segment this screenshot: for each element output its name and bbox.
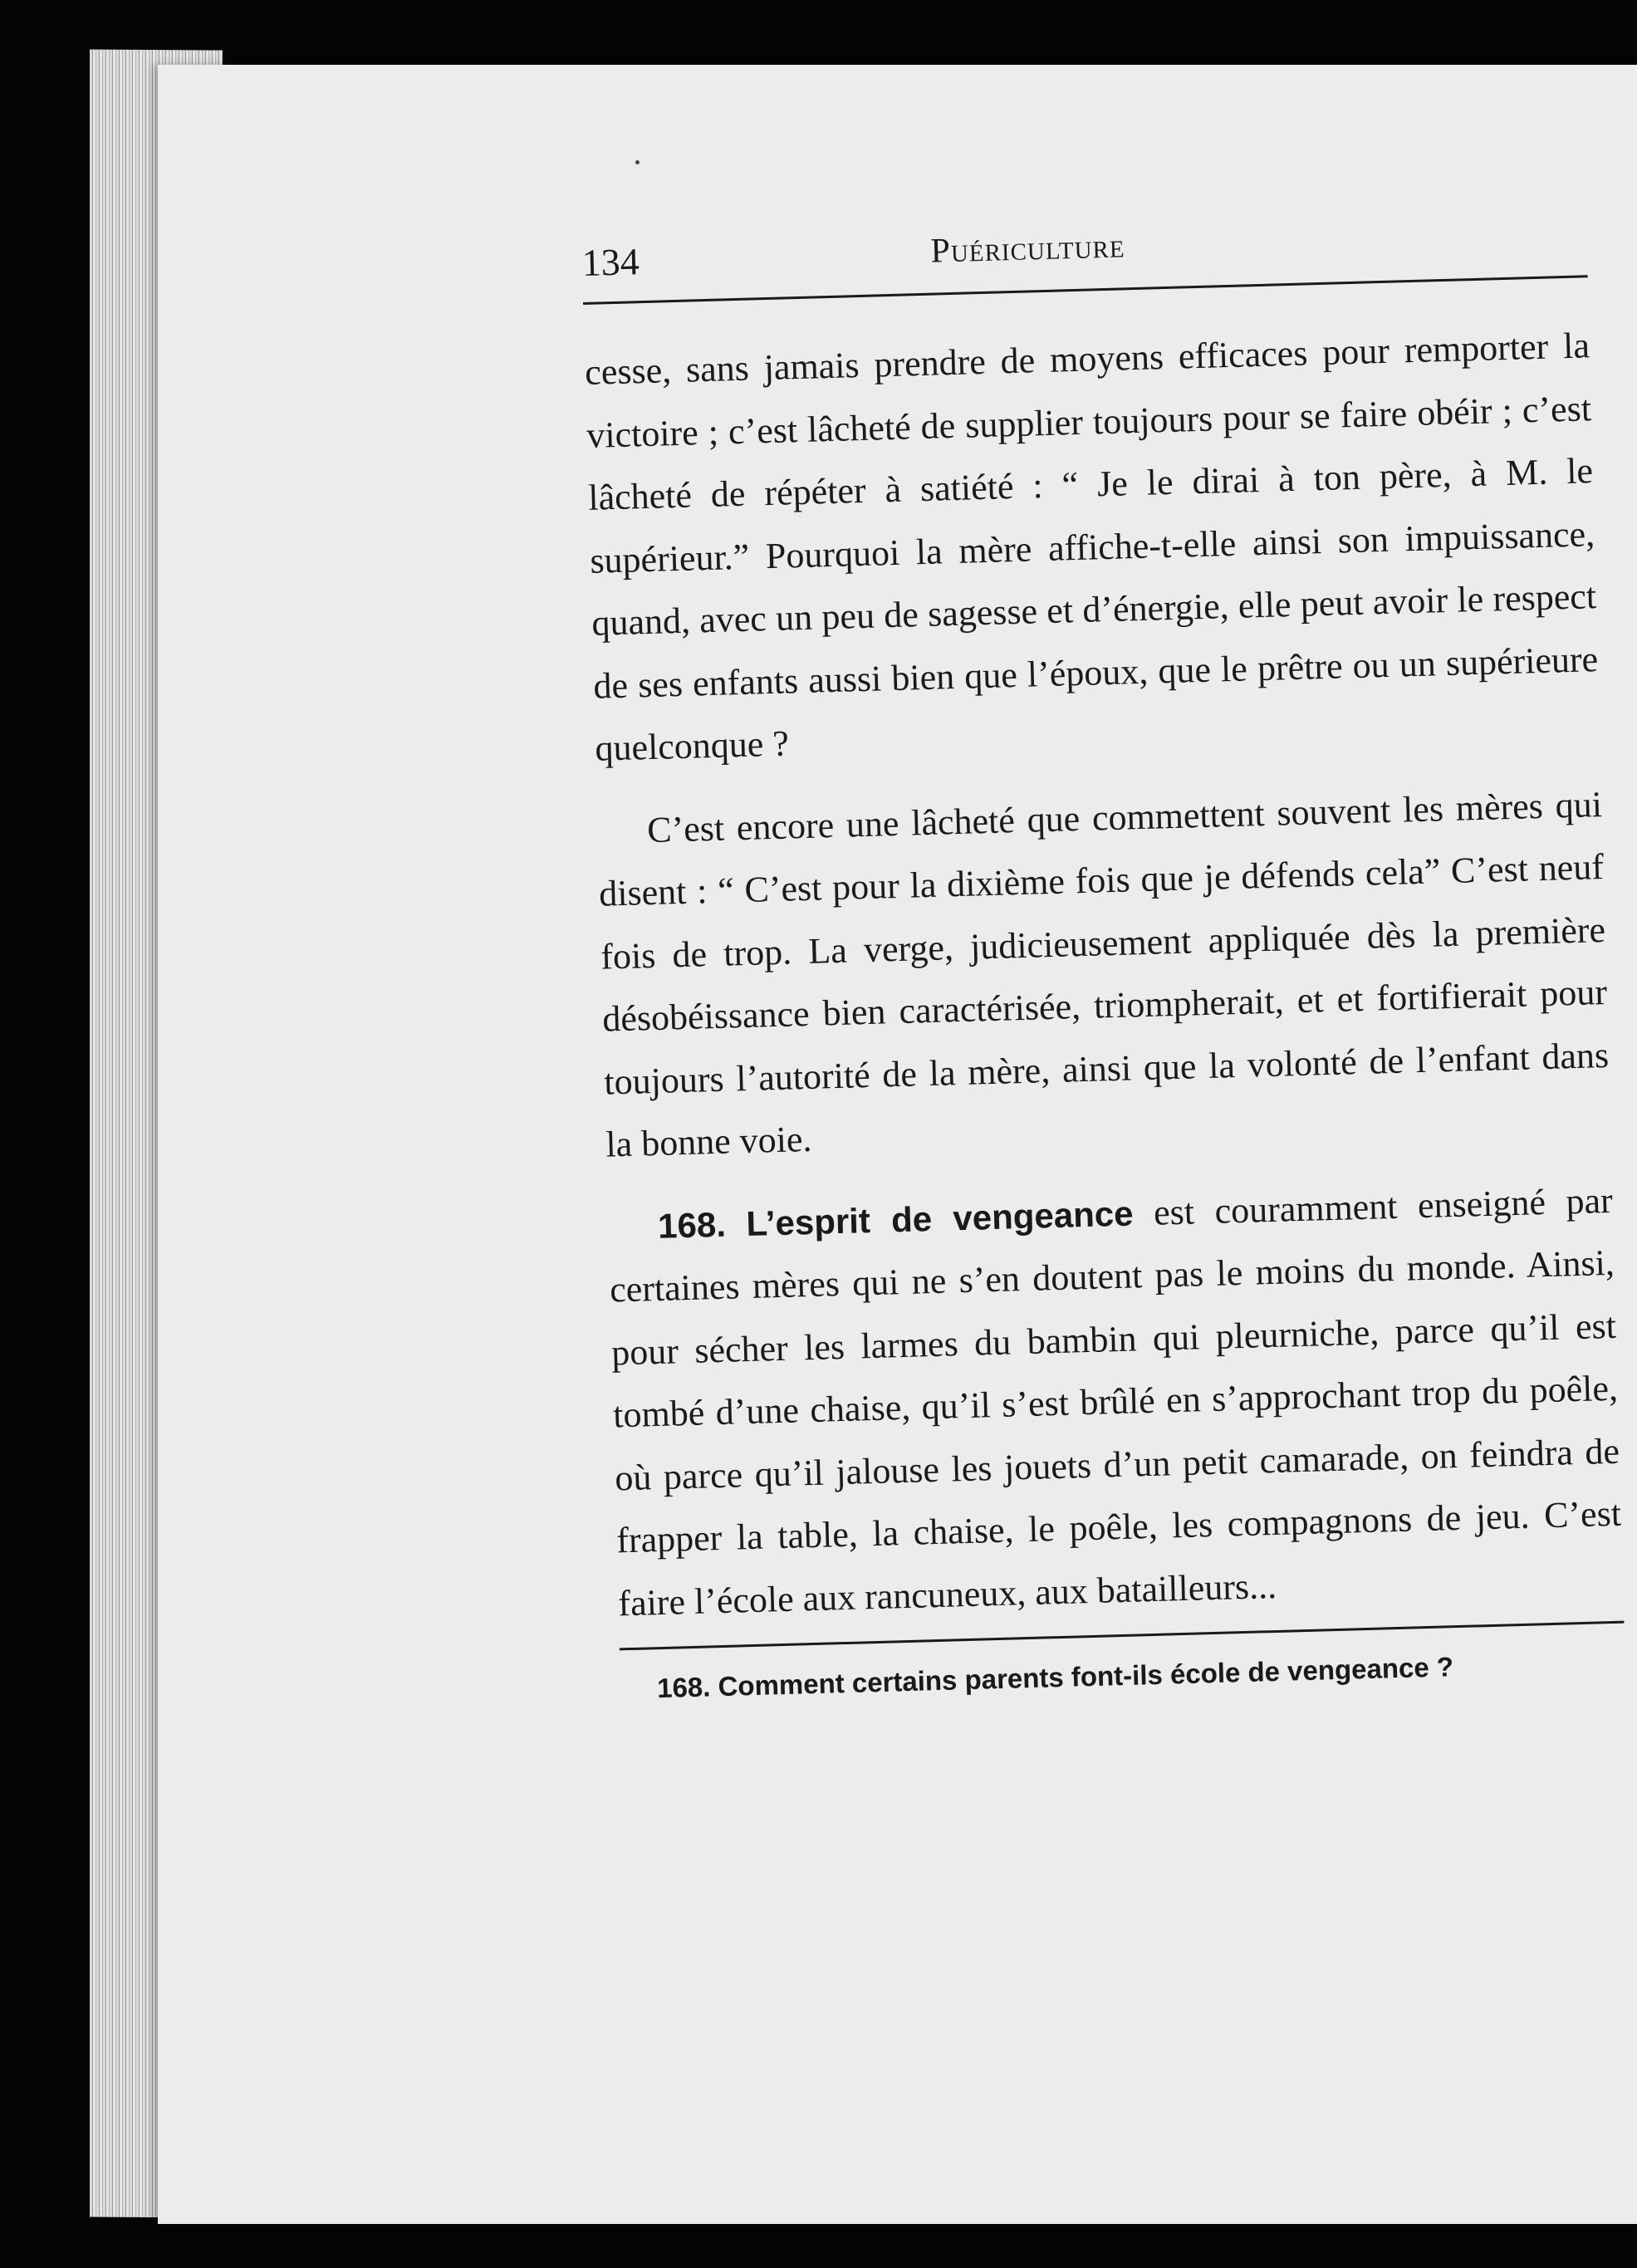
section-heading: L’esprit de vengeance [745,1193,1135,1243]
paragraph-2: C’est encore une lâcheté que commettent souvent les mères qui disent : “ C’est pour la dixième fois que je défends cela” C’est neuf fois de trop. La verge, judicieusement appliquée dès la première désobéissance bien caractérisée, triompherait, et et fortifierait pour toujours l’autorité de la mère, ainsi que la volonté de l’enfant dans la bonne voie. [598,783,1610,1165]
section-number: 168. [657,1204,727,1246]
page-content [581,213,1625,1705]
dust-speck [635,160,640,164]
paragraph-section-168 [607,1168,1624,1634]
page-number: 134 [581,240,640,284]
footnote: 168. Comment certains parents font-ils école de vengeance ? [656,1651,1454,1704]
section-text: est couramment enseigné par certaines mères qui ne s’en doutent pas le moins du monde. Ainsi, pour sécher les larmes du bambin qui pleurniche, parce qu’il est tombé d’une chaise, qu’il s’est brûlé en s’approchant trop du poêle, où parce qu’il jalouse les jouets d’un petit camarade, on feindra de frapper la table, la chaise, le poêle, les compagnons de jeu. C’est faire l’école aux rancuneux, aux batailleurs... [609,1179,1622,1624]
running-title: Puériculture [929,227,1126,271]
paragraph-1: cesse, sans jamais prendre de moyens efficaces pour remporter la victoire ; c’est lâcheté de supplier toujours pour se faire obéir ; c’est lâcheté de répéter à satiété : “ Je le dirai à ton père, à M. le supérieur.” Pourquoi la mère affiche-t-elle ainsi son impuissance, quand, avec un peu de sagesse et d’énergie, elle peut avoir le respect de ses enfants aussi bien que l’époux, que le prêtre ou un supérieure quelconque ? [584,325,1599,769]
